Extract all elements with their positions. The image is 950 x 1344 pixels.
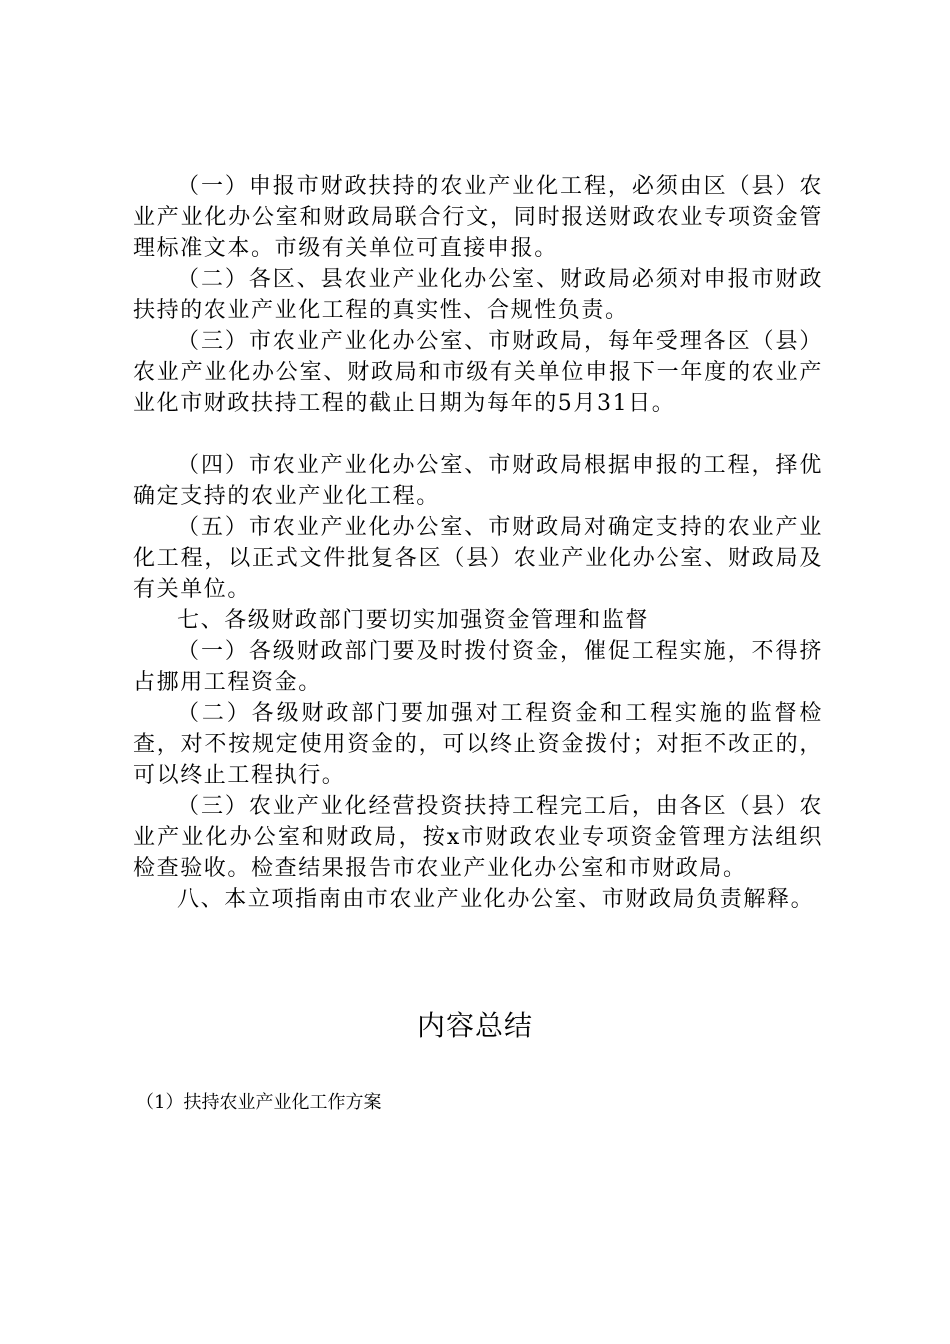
paragraph-9: （三）农业产业化经营投资扶持工程完工后，由各区（县）农业产业化办公室和财政局，按x市财政农业专项资金管理方法组织检查验收。检查结果报告市农业产业化办公室和市财政局。: [133, 794, 823, 881]
paragraph-3: （三）市农业产业化办公室、市财政局，每年受理各区（县）农业产业化办公室、财政局和市级有关单位申报下一年度的农业产业化市财政扶持工程的截止日期为每年的5月31日。: [133, 329, 823, 416]
paragraph-4: （四）市农业产业化办公室、市财政局根据申报的工程，择优确定支持的农业产业化工程。: [133, 453, 823, 509]
paragraph-1: （一）申报市财政扶持的农业产业化工程，必须由区（县）农业产业化办公室和财政局联合行文，同时报送财政农业专项资金管理标准文本。市级有关单位可直接申报。: [133, 174, 823, 261]
section-heading-7: 七、各级财政部门要切实加强资金管理和监督: [177, 608, 650, 633]
summary-item: （1）扶持农业产业化工作方案: [136, 1092, 382, 1113]
section-heading-8: 八、本立项指南由市农业产业化办公室、市财政局负责解释。: [177, 887, 815, 912]
paragraph-8: （二）各级财政部门要加强对工程资金和工程实施的监督检查，对不按规定使用资金的，可以终止资金拨付；对拒不改正的，可以终止工程执行。: [133, 701, 823, 788]
paragraph-7: （一）各级财政部门要及时拨付资金，催促工程实施，不得挤占挪用工程资金。: [133, 639, 823, 695]
summary-title: 内容总结: [416, 1009, 533, 1042]
paragraph-2: （二）各区、县农业产业化办公室、财政局必须对申报市财政扶持的农业产业化工程的真实性、合规性负责。: [133, 267, 823, 323]
paragraph-5: （五）市农业产业化办公室、市财政局对确定支持的农业产业化工程，以正式文件批复各区（县）农业产业化办公室、财政局及有关单位。: [133, 515, 823, 602]
document-body: [133, 171, 823, 915]
